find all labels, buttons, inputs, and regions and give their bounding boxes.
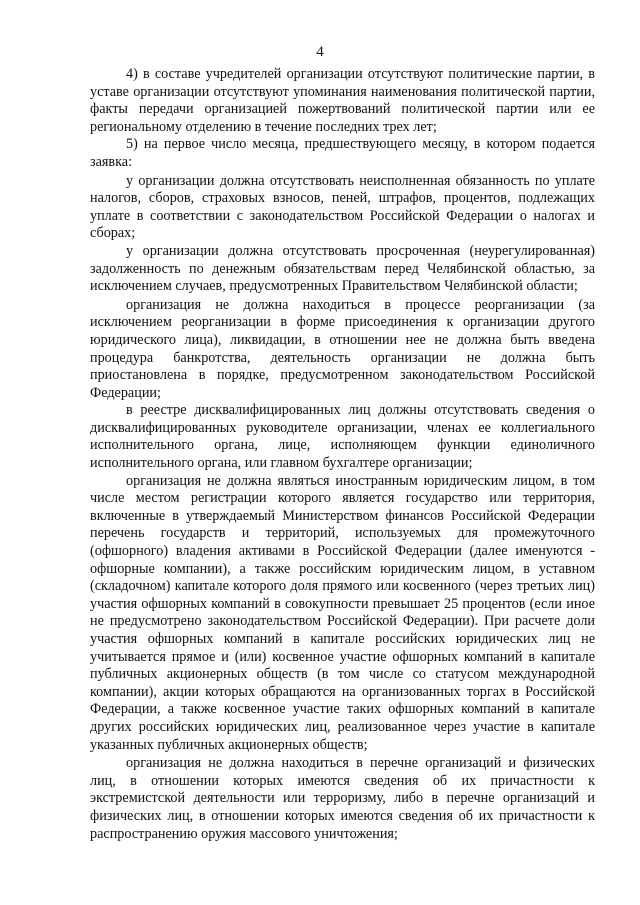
paragraph-tax-obligations: у организации должна отсутствовать неисполненная обязанность по уплате налогов, сборов, страховых взносов, пеней, штрафов, процентов, подлежащих уплате в соответствии с законодательством Российской Федерации о налогах и сборах; — [90, 172, 595, 242]
document-body — [90, 66, 595, 843]
paragraph-reorganization: организация не должна находиться в процессе реорганизации (за исключением реорганизации в форме присоединения к организации другого юридического лица), ликвидации, в отношении нее не должна быть введена процедура банкротства, деятельность организации не должна быть приостановлена в порядке, предусмотренном законодательством Российской Федерации; — [90, 296, 595, 401]
paragraph-extremism-list: организация не должна находиться в перечне организаций и физических лиц, в отношении которых имеются сведения об их причастности к экстремистской деятельности или терроризму, либо в перечне организаций и физических лиц, в отношении которых имеются сведения об их причастности к распространению оружия массового уничтожения; — [90, 755, 595, 842]
paragraph-overdue-debt: у организации должна отсутствовать просроченная (неурегулированная) задолженность по денежным обязательствам перед Челябинской областью, за исключением случаев, предусмотренных Правительством Челябинской области; — [90, 242, 595, 295]
paragraph-item-4: 4) в составе учредителей организации отсутствуют политические партии, в уставе организации отсутствуют упоминания наименования политической партии, факты передачи организацией пожертвований политической партии или ее региональному отделению в течение последних трех лет; — [90, 66, 595, 135]
paragraph-item-5: 5) на первое число месяца, предшествующего месяцу, в котором подается заявка: — [90, 136, 595, 170]
paragraph-disqualified-persons: в реестре дисквалифицированных лиц должны отсутствовать сведения о дисквалифицированных руководителе организации, членах ее коллегиального исполнительного органа, лице, исполняющем функции единоличного исполнительного органа, или главном бухгалтере организации; — [90, 402, 595, 472]
paragraph-offshore-companies: организация не должна являться иностранным юридическим лицом, в том числе местом регистрации которого является государство или территория, включенные в утверждаемый Министерством финансов Российской Федерации перечень государств и территорий, используемых для промежуточного (офшорного) владения активами в Российской Федерации (далее именуются - офшорные компании), а также российским юридическим лицом, в уставном (складочном) капитале которого доля прямого или косвенного (через третьих лиц) участия офшорных компаний в совокупности превышает 25 процентов (если иное не предусмотрено законодательством Российской Федерации). При расчете доли участия офшорных компаний в капитале российских юридических лиц не учитывается прямое и (или) косвенное участие офшорных компаний в капитале публичных акционерных обществ (в том числе со статусом международной компании), акции которых обращаются на организованных торгах в Российской Федерации, а также косвенное участие таких офшорных компаний в капитале других российских юридических лиц, реализованное через участие в капитале указанных публичных акционерных обществ; — [90, 472, 595, 753]
page-number: 4 — [316, 44, 324, 60]
